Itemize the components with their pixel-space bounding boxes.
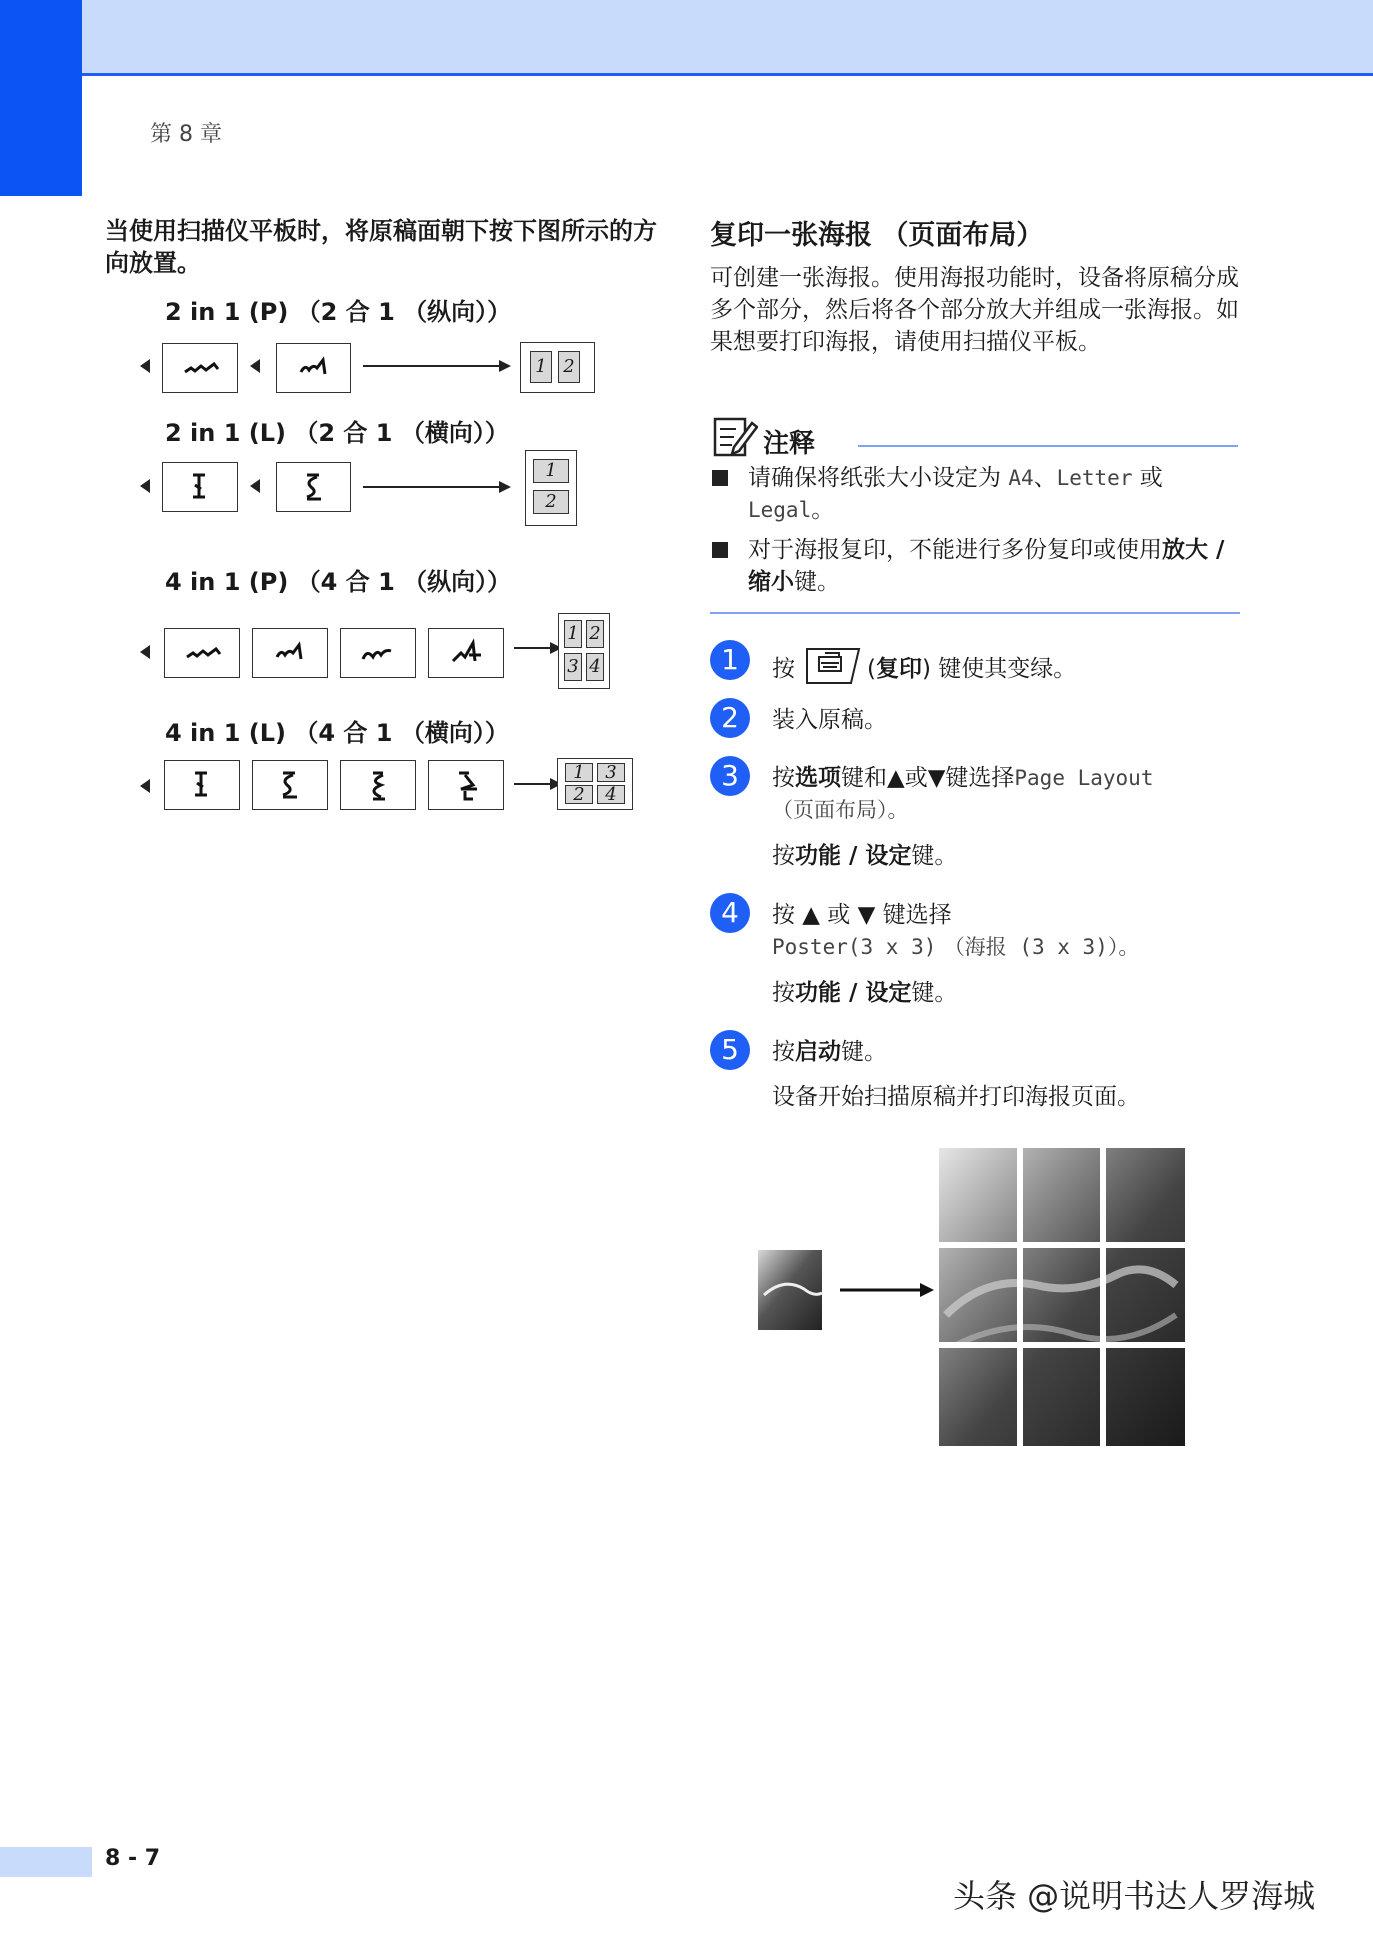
page-cell: 1 xyxy=(565,763,593,782)
arrow-icon xyxy=(499,360,511,372)
original-page xyxy=(428,628,504,678)
note-title: 注释 xyxy=(763,429,816,459)
step-2-text: 装入原稿。 xyxy=(772,707,887,733)
original-page xyxy=(252,760,328,810)
chapter-label: 第 8 章 xyxy=(150,122,222,147)
page-cell: 3 xyxy=(597,763,625,782)
header-band xyxy=(0,0,1373,75)
step-number: 1 xyxy=(710,640,750,680)
arrow xyxy=(363,365,501,367)
step-number: 4 xyxy=(710,893,750,933)
layout-label-4in1-p: 4 in 1 (P) （4 合 1 （纵向）） xyxy=(165,568,512,596)
step-number: 3 xyxy=(710,756,750,796)
result-page xyxy=(558,613,610,689)
note-icon xyxy=(712,415,758,463)
page-number-band xyxy=(0,1847,92,1877)
section-title: 复印一张海报 （页面布局） xyxy=(710,220,1044,251)
step-3-subtext: 按功能 / 设定键。 xyxy=(772,843,958,869)
note-bottom-rule xyxy=(710,612,1240,614)
header-rule xyxy=(82,73,1373,76)
original-page xyxy=(252,628,328,678)
note-item-poster: 对于海报复印，不能进行多份复印或使用放大 / 缩小键。 xyxy=(748,537,1225,595)
poster-illustration xyxy=(756,1145,1196,1455)
original-page xyxy=(340,760,416,810)
page-cell: 2 xyxy=(533,490,569,514)
original-page xyxy=(428,760,504,810)
result-page xyxy=(525,450,577,526)
original-page xyxy=(162,462,238,512)
page-cell: 4 xyxy=(597,785,625,804)
arrow xyxy=(363,486,501,488)
original-page xyxy=(276,343,351,393)
step-number: 5 xyxy=(710,1030,750,1070)
page-number: 8 - 7 xyxy=(105,1846,161,1871)
original-photo xyxy=(758,1250,822,1330)
page-cell: 3 xyxy=(564,653,582,681)
original-page xyxy=(340,628,416,678)
page-cell: 4 xyxy=(586,653,604,681)
note-item-paper: 请确保将纸张大小设定为 A4、Letter 或 Legal。 xyxy=(748,465,1163,523)
note-rule xyxy=(858,445,1238,447)
scan-direction-icon xyxy=(140,359,150,373)
arrow-icon xyxy=(499,481,511,493)
original-page xyxy=(164,628,240,678)
page-cell: 2 xyxy=(586,620,604,648)
page-cell: 2 xyxy=(565,785,593,804)
arrow xyxy=(514,783,554,785)
page-cell: 2 xyxy=(558,351,580,383)
section-intro: 可创建一张海报。使用海报功能时，设备将原稿分成多个部分，然后将各个部分放大并组成一张海报。如果想要打印海报，请使用扫描仪平板。 xyxy=(710,265,1239,355)
original-page xyxy=(162,343,238,393)
result-page xyxy=(520,342,595,393)
page-cell: 1 xyxy=(530,351,552,383)
scan-direction-icon xyxy=(250,359,260,373)
layout-label-2in1-l: 2 in 1 (L) （2 合 1 （横向）） xyxy=(165,419,509,447)
step-1-text: 按 (复印) 键使其变绿。 xyxy=(772,645,1252,694)
scan-direction-icon xyxy=(250,479,260,493)
result-page xyxy=(557,758,633,810)
bullet-icon xyxy=(712,470,728,486)
layout-label-4in1-l: 4 in 1 (L) （4 合 1 （横向）） xyxy=(165,719,509,747)
scan-direction-icon xyxy=(140,645,150,659)
chapter-tab xyxy=(0,0,82,196)
step-4-text: 按 ▲ 或 ▼ 键选择 Poster(3 x 3) （海报 (3 x 3)）。 xyxy=(772,902,1140,959)
step-5-text: 按启动键。 xyxy=(772,1039,887,1065)
scan-direction-icon xyxy=(140,779,150,793)
step-number: 2 xyxy=(710,698,750,738)
watermark: 头条 @说明书达人罗海城 xyxy=(953,1877,1316,1915)
arrow-icon xyxy=(920,1283,934,1297)
layout-label-2in1-p: 2 in 1 (P) （2 合 1 （纵向）） xyxy=(165,298,512,326)
page-cell: 1 xyxy=(564,620,582,648)
original-page xyxy=(276,462,351,512)
step-3-text: 按选项键和▲或▼键选择Page Layout （页面布局）。 xyxy=(772,765,1154,822)
placement-intro: 当使用扫描仪平板时，将原稿面朝下按下图所示的方向放置。 xyxy=(105,217,657,277)
step-4-subtext: 按功能 / 设定键。 xyxy=(772,980,958,1006)
copy-key-icon xyxy=(801,645,861,694)
arrow xyxy=(514,647,554,649)
original-page xyxy=(164,760,240,810)
page-cell: 1 xyxy=(533,459,569,483)
step-5-subtext: 设备开始扫描原稿并打印海报页面。 xyxy=(772,1084,1140,1110)
scan-direction-icon xyxy=(140,479,150,493)
bullet-icon xyxy=(712,542,728,558)
